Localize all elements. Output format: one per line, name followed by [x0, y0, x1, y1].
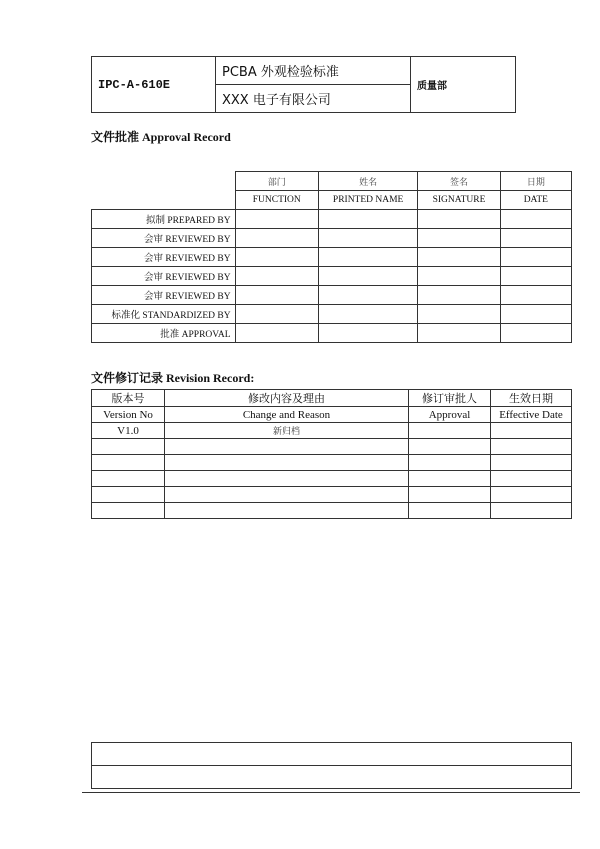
approval-row-label: 批准 APPROVAL — [92, 324, 236, 343]
revision-table — [91, 389, 572, 519]
approval-col-cn: 姓名 — [318, 172, 417, 191]
change-cell[interactable] — [165, 503, 409, 519]
revision-row — [92, 503, 572, 519]
approval-cell[interactable] — [409, 423, 491, 439]
approval-cell[interactable] — [409, 439, 491, 455]
function-cell[interactable] — [235, 248, 318, 267]
approval-row-label: 拟制 PREPARED BY — [92, 210, 236, 229]
revision-col-en: Version No — [92, 407, 165, 423]
approval-section-title: 文件批准 Approval Record — [91, 130, 231, 144]
revision-col-cn: 修改内容及理由 — [165, 390, 409, 407]
date-cell[interactable] — [500, 229, 571, 248]
approval-col-cn: 部门 — [235, 172, 318, 191]
change-cell[interactable]: 新归档 — [165, 423, 409, 439]
signature-cell[interactable] — [418, 229, 500, 248]
revision-row — [92, 487, 572, 503]
footer-box — [91, 742, 572, 789]
signature-cell[interactable] — [418, 267, 500, 286]
doc-code: IPC-A-610E — [92, 57, 216, 113]
version-cell[interactable] — [92, 471, 165, 487]
revision-row — [92, 423, 572, 439]
revision-section-title: 文件修订记录 Revision Record: — [91, 371, 255, 385]
approval-row — [92, 305, 572, 324]
approval-header-blank — [92, 172, 236, 210]
document-header — [91, 56, 516, 113]
approval-row — [92, 267, 572, 286]
name-cell[interactable] — [318, 248, 417, 267]
date-cell[interactable] — [500, 248, 571, 267]
version-cell[interactable] — [92, 487, 165, 503]
change-cell[interactable] — [165, 487, 409, 503]
change-cell[interactable] — [165, 439, 409, 455]
effective-date-cell[interactable] — [491, 439, 572, 455]
effective-date-cell[interactable] — [491, 455, 572, 471]
approval-col-cn: 日期 — [500, 172, 571, 191]
footer-row — [92, 766, 572, 789]
footer-row — [92, 743, 572, 766]
date-cell[interactable] — [500, 210, 571, 229]
approval-col-en: PRINTED NAME — [318, 191, 417, 210]
function-cell[interactable] — [235, 305, 318, 324]
approval-cell[interactable] — [409, 455, 491, 471]
revision-col-en: Effective Date — [491, 407, 572, 423]
name-cell[interactable] — [318, 229, 417, 248]
name-cell[interactable] — [318, 267, 417, 286]
approval-row-label: 标准化 STANDARDIZED BY — [92, 305, 236, 324]
name-cell[interactable] — [318, 324, 417, 343]
revision-col-cn: 修订审批人 — [409, 390, 491, 407]
date-cell[interactable] — [500, 324, 571, 343]
approval-row — [92, 210, 572, 229]
version-cell[interactable]: V1.0 — [92, 423, 165, 439]
date-cell[interactable] — [500, 267, 571, 286]
effective-date-cell[interactable] — [491, 423, 572, 439]
name-cell[interactable] — [318, 210, 417, 229]
name-cell[interactable] — [318, 305, 417, 324]
approval-table — [91, 171, 572, 343]
date-cell[interactable] — [500, 305, 571, 324]
version-cell[interactable] — [92, 503, 165, 519]
function-cell[interactable] — [235, 324, 318, 343]
approval-cell[interactable] — [409, 487, 491, 503]
revision-col-cn: 版本号 — [92, 390, 165, 407]
approval-row — [92, 324, 572, 343]
name-cell[interactable] — [318, 286, 417, 305]
signature-cell[interactable] — [418, 286, 500, 305]
approval-col-en: DATE — [500, 191, 571, 210]
revision-row — [92, 471, 572, 487]
function-cell[interactable] — [235, 267, 318, 286]
approval-col-en: SIGNATURE — [418, 191, 500, 210]
effective-date-cell[interactable] — [491, 503, 572, 519]
company-name: XXX 电子有限公司 — [216, 85, 411, 113]
revision-row — [92, 439, 572, 455]
version-cell[interactable] — [92, 455, 165, 471]
approval-row-label: 会审 REVIEWED BY — [92, 267, 236, 286]
effective-date-cell[interactable] — [491, 471, 572, 487]
change-cell[interactable] — [165, 471, 409, 487]
revision-col-en: Approval — [409, 407, 491, 423]
approval-row — [92, 248, 572, 267]
approval-col-en: FUNCTION — [235, 191, 318, 210]
signature-cell[interactable] — [418, 305, 500, 324]
version-cell[interactable] — [92, 439, 165, 455]
approval-cell[interactable] — [409, 471, 491, 487]
signature-cell[interactable] — [418, 210, 500, 229]
revision-col-cn: 生效日期 — [491, 390, 572, 407]
signature-cell[interactable] — [418, 248, 500, 267]
footer-rule — [82, 792, 580, 793]
approval-row-label: 会审 REVIEWED BY — [92, 248, 236, 267]
approval-row — [92, 229, 572, 248]
revision-row — [92, 455, 572, 471]
approval-cell[interactable] — [409, 503, 491, 519]
function-cell[interactable] — [235, 286, 318, 305]
approval-col-cn: 签名 — [418, 172, 500, 191]
function-cell[interactable] — [235, 229, 318, 248]
signature-cell[interactable] — [418, 324, 500, 343]
department: 质量部 — [411, 57, 516, 113]
date-cell[interactable] — [500, 286, 571, 305]
revision-col-en: Change and Reason — [165, 407, 409, 423]
doc-title: PCBA 外观检验标准 — [216, 57, 411, 85]
function-cell[interactable] — [235, 210, 318, 229]
effective-date-cell[interactable] — [491, 487, 572, 503]
approval-row-label: 会审 REVIEWED BY — [92, 286, 236, 305]
approval-row — [92, 286, 572, 305]
approval-row-label: 会审 REVIEWED BY — [92, 229, 236, 248]
change-cell[interactable] — [165, 455, 409, 471]
